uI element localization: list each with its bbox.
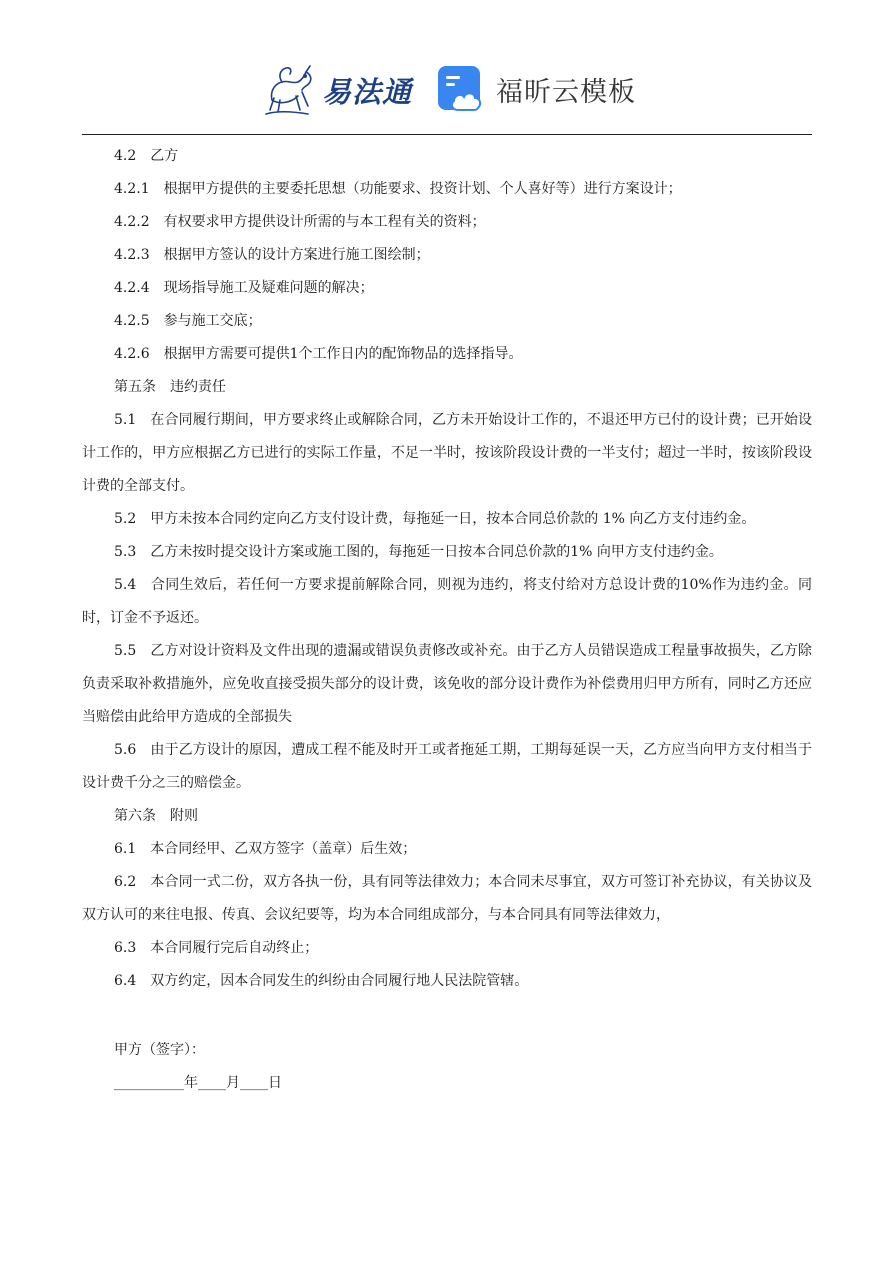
- yifatong-logo-text: 易法通: [322, 74, 413, 109]
- clause-4-2-4: 4.2.4 现场指导施工及疑难问题的解决；: [114, 280, 374, 296]
- clause-5-1: 5.1 在合同履行期间，甲方要求终止或解除合同，乙方未开始设计工作的，不退还甲方已付的设计费；已开始设计工作的，甲方应根据乙方已进行的实际工作量，不足一半时，按该阶段设计费的一半支付；超过一半时，按该阶段设计费的全部支付。: [82, 412, 812, 494]
- clause-4-2-3: 4.2.3 根据甲方签认的设计方案进行施工图绘制；: [114, 247, 430, 263]
- clause-5-6: 5.6 由于乙方设计的原因，遭成工程不能及时开工或者拖延工期，工期每延误一天，乙方应当向甲方支付相当于设计费千分之三的赔偿金。: [82, 742, 812, 791]
- foxit-cloud-template-logo: [436, 64, 636, 114]
- header-divider: [82, 134, 812, 135]
- clause-6-1: 6.1 本合同经甲、乙双方签字（盖章）后生效；: [114, 841, 417, 857]
- party-a-signature-label: 甲方（签字）：: [114, 1042, 205, 1058]
- clause-6-4: 6.4 双方约定，因本合同发生的纠纷由合同履行地人民法院管辖。: [114, 973, 529, 989]
- clause-6-3: 6.3 本合同履行完后自动终止；: [114, 940, 319, 956]
- clause-5-3: 5.3 乙方未按时提交设计方案或施工图的，每拖延一日按本合同总价款的1% 向甲方支付违约金。: [114, 544, 723, 560]
- yifatong-logo: [262, 62, 412, 118]
- contract-body: [82, 140, 812, 1100]
- signature-spacer: [82, 998, 812, 1034]
- cloud-document-icon: [436, 64, 486, 114]
- clause-5-4: 5.4 合同生效后，若任何一方要求提前解除合同，则视为违约，将支付给对方总设计费的10%作为违约金。同时，订金不予返还。: [82, 577, 812, 626]
- section-4-2-heading: 4.2 乙方: [114, 148, 179, 164]
- page-header: [0, 56, 893, 126]
- signature-date-line: __________年____月____日: [114, 1075, 282, 1091]
- clause-5-5: 5.5 乙方对设计资料及文件出现的遗漏或错误负责修改或补充。由于乙方人员错误造成工程量事故损失，乙方除负责采取补救措施外，应免收直接受损失部分的设计费，该免收的部分设计费作为补偿费用归甲方所有，同时乙方还应当赔偿由此给甲方造成的全部损失: [82, 643, 812, 725]
- unicorn-emblem-icon: [262, 62, 320, 118]
- clause-5-2: 5.2 甲方未按本合同约定向乙方支付设计费，每拖延一日，按本合同总价款的 1% 向乙方支付违约金。: [114, 511, 756, 527]
- article-6-heading: 第六条 附则: [114, 808, 198, 824]
- clause-4-2-5: 4.2.5 参与施工交底；: [114, 313, 262, 329]
- article-5-heading: 第五条 违约责任: [114, 379, 226, 395]
- clause-6-2: 6.2 本合同一式二份，双方各执一份，具有同等法律效力；本合同未尽事宜，双方可签订补充协议，有关协议及双方认可的来往电报、传真、会议纪要等，均为本合同组成部分，与本合同具有同等法律效力，: [82, 874, 812, 923]
- clause-4-2-1: 4.2.1 根据甲方提供的主要委托思想（功能要求、投资计划、个人喜好等）进行方案设计；: [114, 181, 682, 197]
- clause-4-2-6: 4.2.6 根据甲方需要可提供1个工作日内的配饰物品的选择指导。: [114, 346, 523, 362]
- clause-4-2-2: 4.2.2 有权要求甲方提供设计所需的与本工程有关的资料；: [114, 214, 486, 230]
- foxit-logo-text: 福昕云模板: [496, 76, 636, 108]
